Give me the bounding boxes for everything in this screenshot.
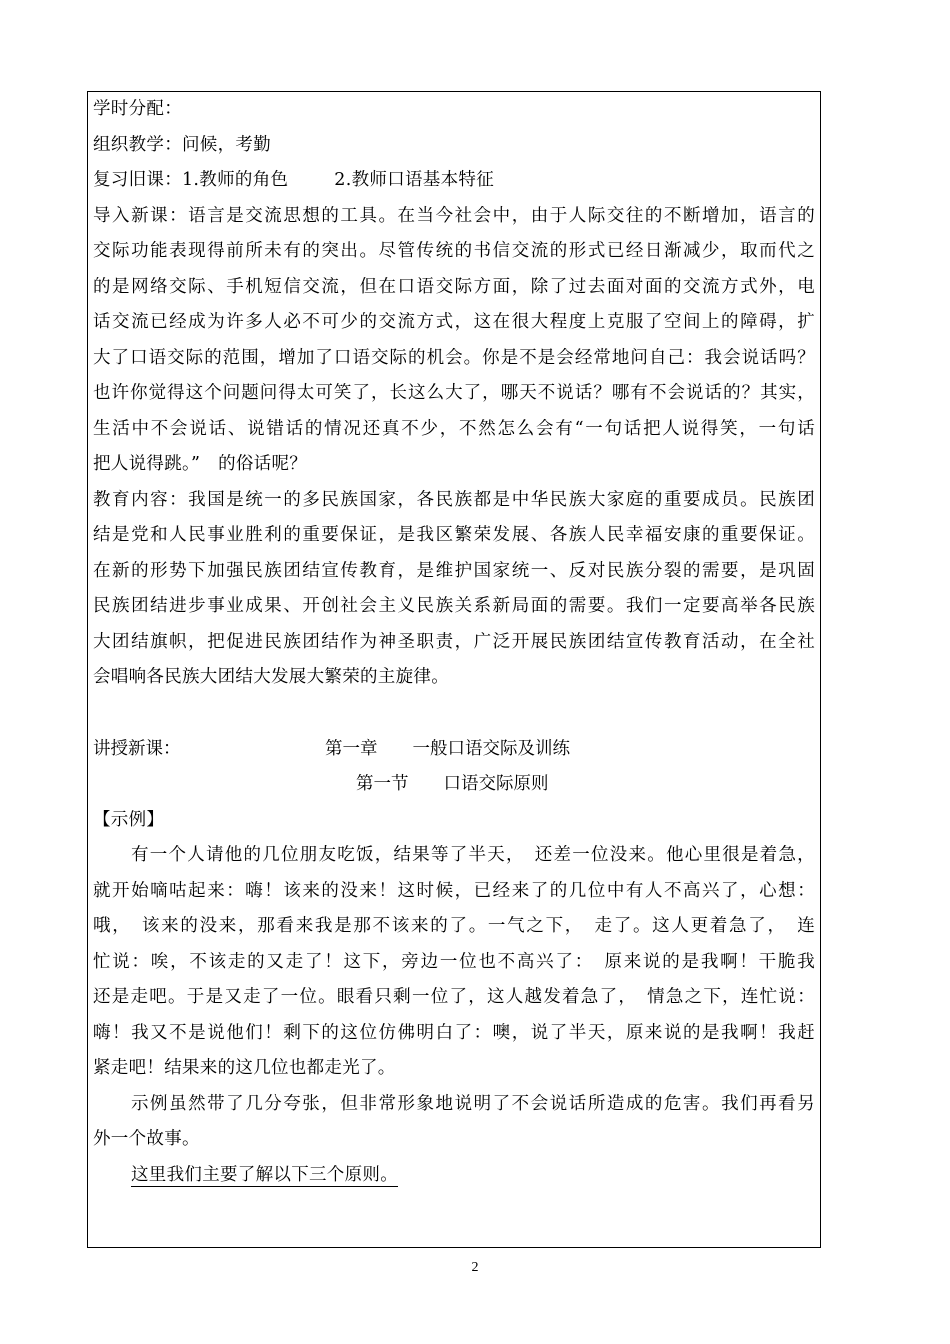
page-number: 2 — [471, 1260, 479, 1275]
education-line: 民族团结进步事业成果、开创社会主义民族关系新局面的需要。我们一定要高举各民族 — [93, 596, 815, 616]
intro-line: 生活中不会说话、说错话的情况还真不少，不然怎么会有“一句话把人说得笑，一句话 — [93, 418, 815, 439]
section-title: 第一节 口语交际原则 — [356, 774, 549, 794]
intro-line: 大了口语交际的范围，增加了口语交际的机会。你是不是会经常地问自己：我会说话吗？ — [93, 347, 815, 368]
principles-line — [93, 1158, 815, 1194]
education-line: 结是党和人民事业胜利的重要保证，是我区繁荣发展、各族人民幸福安康的重要保证。 — [93, 525, 815, 545]
lesson-content — [93, 92, 815, 1193]
lesson-plan-cell — [87, 91, 821, 1248]
example-line: 紧走吧！结果来的这几位也都走光了。 — [93, 1058, 396, 1078]
example-paragraph — [93, 838, 815, 1087]
example-line: 有一个人请他的几位朋友吃饭，结果等了半天， 还差一位没来。他心里很是着急， — [131, 845, 815, 865]
summary-line: 示例虽然带了几分夸张，但非常形象地说明了不会说话所造成的危害。我们再看另 — [131, 1093, 815, 1114]
example-label: 【示例】 — [93, 809, 165, 830]
education-line: 教育内容：我国是统一的多民族国家，各民族都是中华民族大家庭的重要成员。民族团 — [93, 489, 815, 510]
intro-line: 的是网络交际、手机短信交流，但在口语交际方面，除了过去面对面的交流方式外，电 — [93, 276, 815, 297]
summary-line: 外一个故事。 — [93, 1129, 200, 1149]
education-paragraph — [93, 483, 815, 696]
organize-teaching: 组织教学：问候，考勤 — [93, 134, 271, 155]
intro-line: 话交流已经成为许多人必不可少的交流方式，这在很大程度上克服了空间上的障碍，扩 — [93, 312, 815, 332]
intro-line: 把人说得跳。” 的俗话呢？ — [93, 454, 308, 474]
chapter-title: 第一章 一般口语交际及训练 — [325, 738, 570, 759]
education-line: 会唱响各民族大团结大发展大繁荣的主旋律。 — [93, 667, 449, 687]
education-line: 大团结旗帜，把促进民族团结作为神圣职责，广泛开展民族团结宣传教育活动，在全社 — [93, 631, 815, 652]
example-line: 就开始嘀咕起来：嗨！该来的没来！这时候，已经来了的几位中有人不高兴了，心想： — [93, 880, 815, 901]
example-line: 还是走吧。于是又走了一位。眼看只剩一位了，这人越发着急了， 情急之下，连忙说： — [93, 987, 815, 1007]
review-old-lesson — [93, 163, 815, 199]
principles-text: 这里我们主要了解以下三个原则。 — [131, 1164, 398, 1185]
intro-line: 导入新课：语言是交流思想的工具。在当今社会中，由于人际交往的不断增加，语言的 — [93, 205, 815, 226]
chapter-heading-row — [93, 732, 815, 768]
review-item-2: 2.教师口语基本特征 — [334, 170, 494, 190]
review-item-1: 复习旧课：1.教师的角色 — [93, 170, 289, 190]
intro-paragraph — [93, 199, 815, 483]
intro-line: 也许你觉得这个问题问得太可笑了，长这么大了，哪天不说话？哪有不会说话的？其实， — [93, 383, 815, 403]
intro-line: 交际功能表现得前所未有的突出。尽管传统的书信交流的形式已经日渐减少，取而代之 — [93, 241, 815, 261]
education-line: 在新的形势下加强民族团结宣传教育，是维护国家统一、反对民族分裂的需要，是巩固 — [93, 560, 815, 581]
example-line: 哦， 该来的没来，那看来我是那不该来的了。一气之下， 走了。这人更着急了， 连 — [93, 916, 815, 936]
new-lesson-label: 讲授新课： — [93, 738, 181, 759]
example-line: 嗨！我又不是说他们！剩下的这位仿佛明白了：噢，说了半天，原来说的是我啊！我赶 — [93, 1022, 815, 1043]
summary-paragraph — [93, 1087, 815, 1158]
example-line: 忙说：唉，不该走的又走了！这下，旁边一位也不高兴了： 原来说的是我啊！干脆我 — [93, 951, 815, 972]
time-allocation: 学时分配： — [93, 99, 182, 119]
